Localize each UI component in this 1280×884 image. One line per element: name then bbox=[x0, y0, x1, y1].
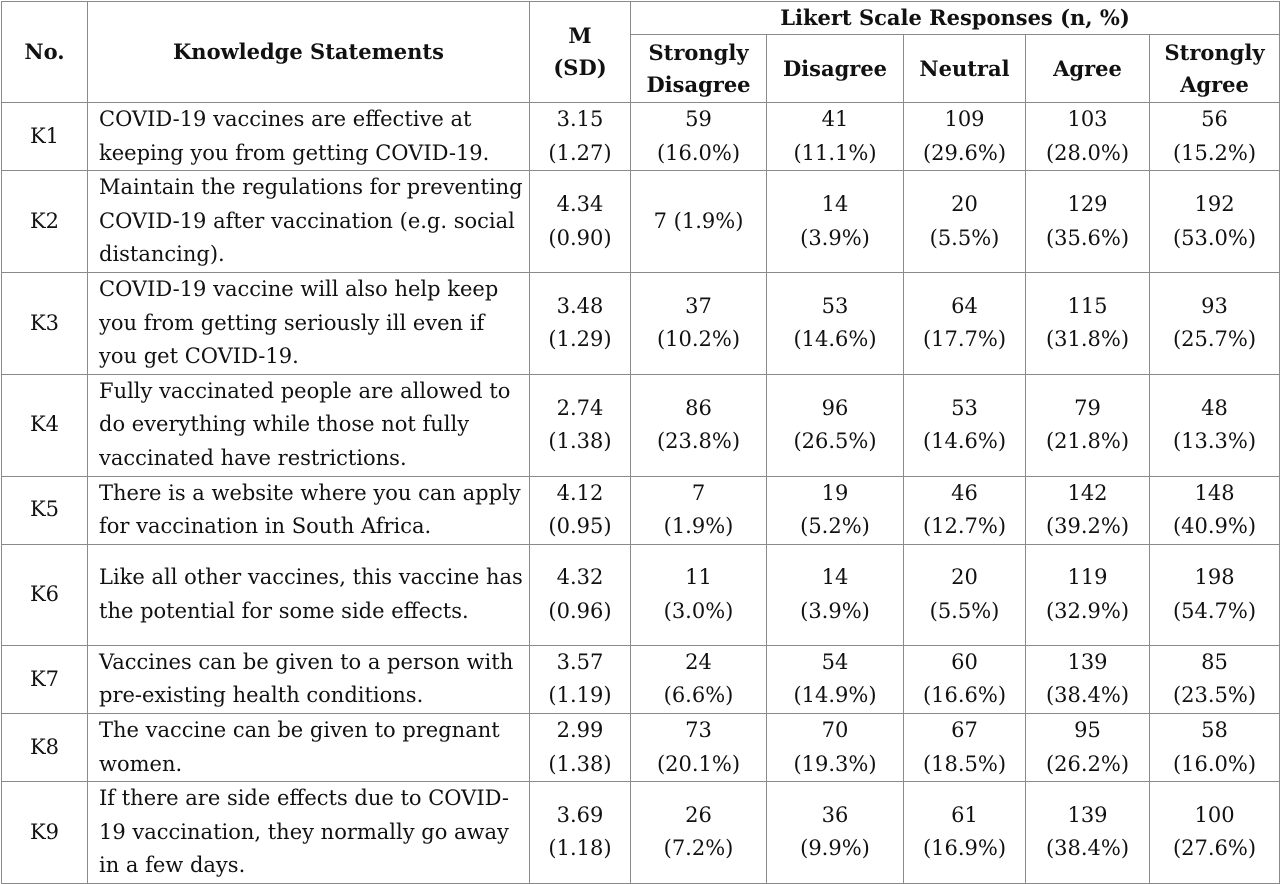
row-strongly-agree: 56 (15.2%) bbox=[1150, 103, 1280, 171]
row-strongly-disagree: 59 (16.0%) bbox=[631, 103, 767, 171]
row-strongly-agree: 100 (27.6%) bbox=[1150, 782, 1280, 884]
row-id: K8 bbox=[2, 713, 88, 781]
row-mean-sd: 2.74 (1.38) bbox=[530, 374, 631, 476]
row-mean-sd: 4.12 (0.95) bbox=[530, 476, 631, 544]
row-strongly-agree: 48 (13.3%) bbox=[1150, 374, 1280, 476]
header-strongly-agree: Strongly Agree bbox=[1150, 35, 1280, 103]
row-disagree: 70 (19.3%) bbox=[767, 713, 904, 781]
row-agree: 115 (31.8%) bbox=[1026, 272, 1150, 374]
knowledge-table bbox=[1, 1, 1280, 884]
row-agree: 139 (38.4%) bbox=[1026, 782, 1150, 884]
row-disagree: 19 (5.2%) bbox=[767, 476, 904, 544]
row-disagree: 41 (11.1%) bbox=[767, 103, 904, 171]
row-id: K9 bbox=[2, 782, 88, 884]
row-id: K6 bbox=[2, 544, 88, 645]
row-mean-sd: 3.15 (1.27) bbox=[530, 103, 631, 171]
row-id: K2 bbox=[2, 171, 88, 273]
row-neutral: 53 (14.6%) bbox=[904, 374, 1026, 476]
table-row bbox=[2, 374, 1280, 476]
row-strongly-agree: 93 (25.7%) bbox=[1150, 272, 1280, 374]
row-strongly-agree: 85 (23.5%) bbox=[1150, 645, 1280, 713]
table-row bbox=[2, 103, 1280, 171]
row-neutral: 67 (18.5%) bbox=[904, 713, 1026, 781]
row-statement: Fully vaccinated people are allowed to do everything while those not fully vaccinated have restrictions. bbox=[88, 374, 530, 476]
row-statement: The vaccine can be given to pregnant women. bbox=[88, 713, 530, 781]
row-statement: Like all other vaccines, this vaccine has the potential for some side effects. bbox=[88, 544, 530, 645]
header-likert-group: Likert Scale Responses (n, %) bbox=[631, 2, 1280, 35]
row-mean-sd: 3.69 (1.18) bbox=[530, 782, 631, 884]
row-strongly-disagree: 11 (3.0%) bbox=[631, 544, 767, 645]
row-strongly-agree: 148 (40.9%) bbox=[1150, 476, 1280, 544]
row-neutral: 20 (5.5%) bbox=[904, 544, 1026, 645]
row-statement: There is a website where you can apply for vaccination in South Africa. bbox=[88, 476, 530, 544]
row-agree: 79 (21.8%) bbox=[1026, 374, 1150, 476]
row-strongly-disagree: 26 (7.2%) bbox=[631, 782, 767, 884]
row-strongly-disagree: 7 (1.9%) bbox=[631, 476, 767, 544]
table-row bbox=[2, 476, 1280, 544]
row-id: K1 bbox=[2, 103, 88, 171]
table-header bbox=[2, 2, 1280, 103]
row-mean-sd: 2.99 (1.38) bbox=[530, 713, 631, 781]
row-strongly-disagree: 73 (20.1%) bbox=[631, 713, 767, 781]
table-row bbox=[2, 782, 1280, 884]
table-row bbox=[2, 645, 1280, 713]
row-agree: 129 (35.6%) bbox=[1026, 171, 1150, 273]
row-neutral: 46 (12.7%) bbox=[904, 476, 1026, 544]
row-mean-sd: 4.32 (0.96) bbox=[530, 544, 631, 645]
row-agree: 139 (38.4%) bbox=[1026, 645, 1150, 713]
row-strongly-disagree: 86 (23.8%) bbox=[631, 374, 767, 476]
row-disagree: 53 (14.6%) bbox=[767, 272, 904, 374]
row-statement: COVID-19 vaccine will also help keep you from getting seriously ill even if you get COVID-19. bbox=[88, 272, 530, 374]
header-neutral: Neutral bbox=[904, 35, 1026, 103]
row-id: K4 bbox=[2, 374, 88, 476]
row-strongly-agree: 192 (53.0%) bbox=[1150, 171, 1280, 273]
row-agree: 142 (39.2%) bbox=[1026, 476, 1150, 544]
header-disagree: Disagree bbox=[767, 35, 904, 103]
row-id: K5 bbox=[2, 476, 88, 544]
row-strongly-disagree: 7 (1.9%) bbox=[631, 171, 767, 273]
row-agree: 95 (26.2%) bbox=[1026, 713, 1150, 781]
row-strongly-agree: 198 (54.7%) bbox=[1150, 544, 1280, 645]
row-disagree: 96 (26.5%) bbox=[767, 374, 904, 476]
row-neutral: 109 (29.6%) bbox=[904, 103, 1026, 171]
row-strongly-disagree: 37 (10.2%) bbox=[631, 272, 767, 374]
row-disagree: 14 (3.9%) bbox=[767, 171, 904, 273]
row-statement: Vaccines can be given to a person with pre-existing health conditions. bbox=[88, 645, 530, 713]
row-disagree: 14 (3.9%) bbox=[767, 544, 904, 645]
row-agree: 119 (32.9%) bbox=[1026, 544, 1150, 645]
header-no: No. bbox=[2, 2, 88, 103]
row-statement: COVID-19 vaccines are effective at keeping you from getting COVID-19. bbox=[88, 103, 530, 171]
table-row bbox=[2, 272, 1280, 374]
header-agree: Agree bbox=[1026, 35, 1150, 103]
row-neutral: 61 (16.9%) bbox=[904, 782, 1026, 884]
table-row bbox=[2, 171, 1280, 273]
row-neutral: 20 (5.5%) bbox=[904, 171, 1026, 273]
row-mean-sd: 4.34 (0.90) bbox=[530, 171, 631, 273]
row-mean-sd: 3.48 (1.29) bbox=[530, 272, 631, 374]
table-row bbox=[2, 713, 1280, 781]
row-id: K7 bbox=[2, 645, 88, 713]
row-strongly-agree: 58 (16.0%) bbox=[1150, 713, 1280, 781]
row-disagree: 54 (14.9%) bbox=[767, 645, 904, 713]
row-agree: 103 (28.0%) bbox=[1026, 103, 1150, 171]
row-id: K3 bbox=[2, 272, 88, 374]
row-statement: Maintain the regulations for preventing COVID-19 after vaccination (e.g. social distancing). bbox=[88, 171, 530, 273]
row-neutral: 60 (16.6%) bbox=[904, 645, 1026, 713]
row-statement: If there are side effects due to COVID-19 vaccination, they normally go away in a few days. bbox=[88, 782, 530, 884]
row-neutral: 64 (17.7%) bbox=[904, 272, 1026, 374]
row-mean-sd: 3.57 (1.19) bbox=[530, 645, 631, 713]
table-row bbox=[2, 544, 1280, 645]
row-disagree: 36 (9.9%) bbox=[767, 782, 904, 884]
header-statement: Knowledge Statements bbox=[88, 2, 530, 103]
header-strongly-disagree: Strongly Disagree bbox=[631, 35, 767, 103]
row-strongly-disagree: 24 (6.6%) bbox=[631, 645, 767, 713]
table-body bbox=[2, 103, 1280, 884]
header-mean-sd: M (SD) bbox=[530, 2, 631, 103]
